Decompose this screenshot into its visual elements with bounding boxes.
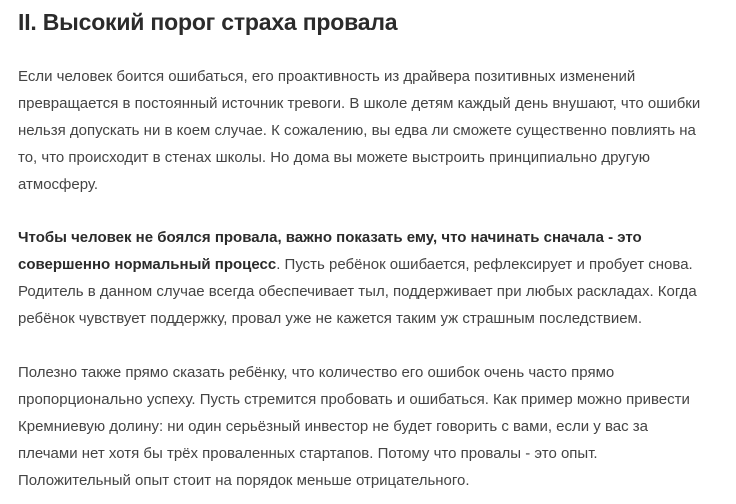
bold-emphasis: совершенно нормальный процесс [18, 256, 277, 273]
paragraph-mistakes-success [18, 359, 728, 494]
paragraph-line [18, 224, 728, 251]
paragraph-line: Если человек боится ошибаться, его проактивность из драйвера позитивных изменений [18, 68, 636, 85]
section-heading: II. Высокий порог страха провала [18, 9, 398, 35]
paragraph-line: атмосферу. [18, 176, 99, 193]
paragraph-fear-of-mistakes [18, 63, 728, 198]
paragraph-line [18, 251, 728, 278]
paragraph-line: Кремниевую долину: ни один серьёзный инвестор не будет говорить с вами, если у вас за [18, 418, 648, 435]
paragraph-text: . Пусть ребёнок ошибается, рефлексирует и пробует снова. [276, 256, 693, 273]
paragraph-line: то, что происходит в стенах школы. Но дома вы можете выстроить принципиально другую [18, 149, 650, 166]
paragraph-line: превращается в постоянный источник тревоги. В школе детям каждый день внушают, что ошибки [18, 95, 701, 112]
bold-emphasis: Чтобы человек не боялся провала, важно показать ему, что начинать сначала - это [18, 229, 642, 246]
paragraph-start-over [18, 224, 728, 332]
paragraph-line: Полезно также прямо сказать ребёнку, что количество его ошибок очень часто прямо [18, 364, 615, 381]
paragraph-line: плечами нет хотя бы трёх проваленных стартапов. Потому что провалы - это опыт. [18, 445, 598, 462]
paragraph-line: нельзя допускать ни в коем случае. К сожалению, вы едва ли сможете существенно повлиять на [18, 122, 696, 139]
paragraph-line: пропорционально успеху. Пусть стремится пробовать и ошибаться. Как пример можно привести [18, 391, 690, 408]
paragraph-line: Положительный опыт стоит на порядок меньше отрицательного. [18, 472, 470, 489]
paragraph-line: ребёнок чувствует поддержку, провал уже не кажется таким уж страшным последствием. [18, 310, 643, 327]
paragraph-line: Родитель в данном случае всегда обеспечивает тыл, поддерживает при любых раскладах. Когда [18, 283, 697, 300]
